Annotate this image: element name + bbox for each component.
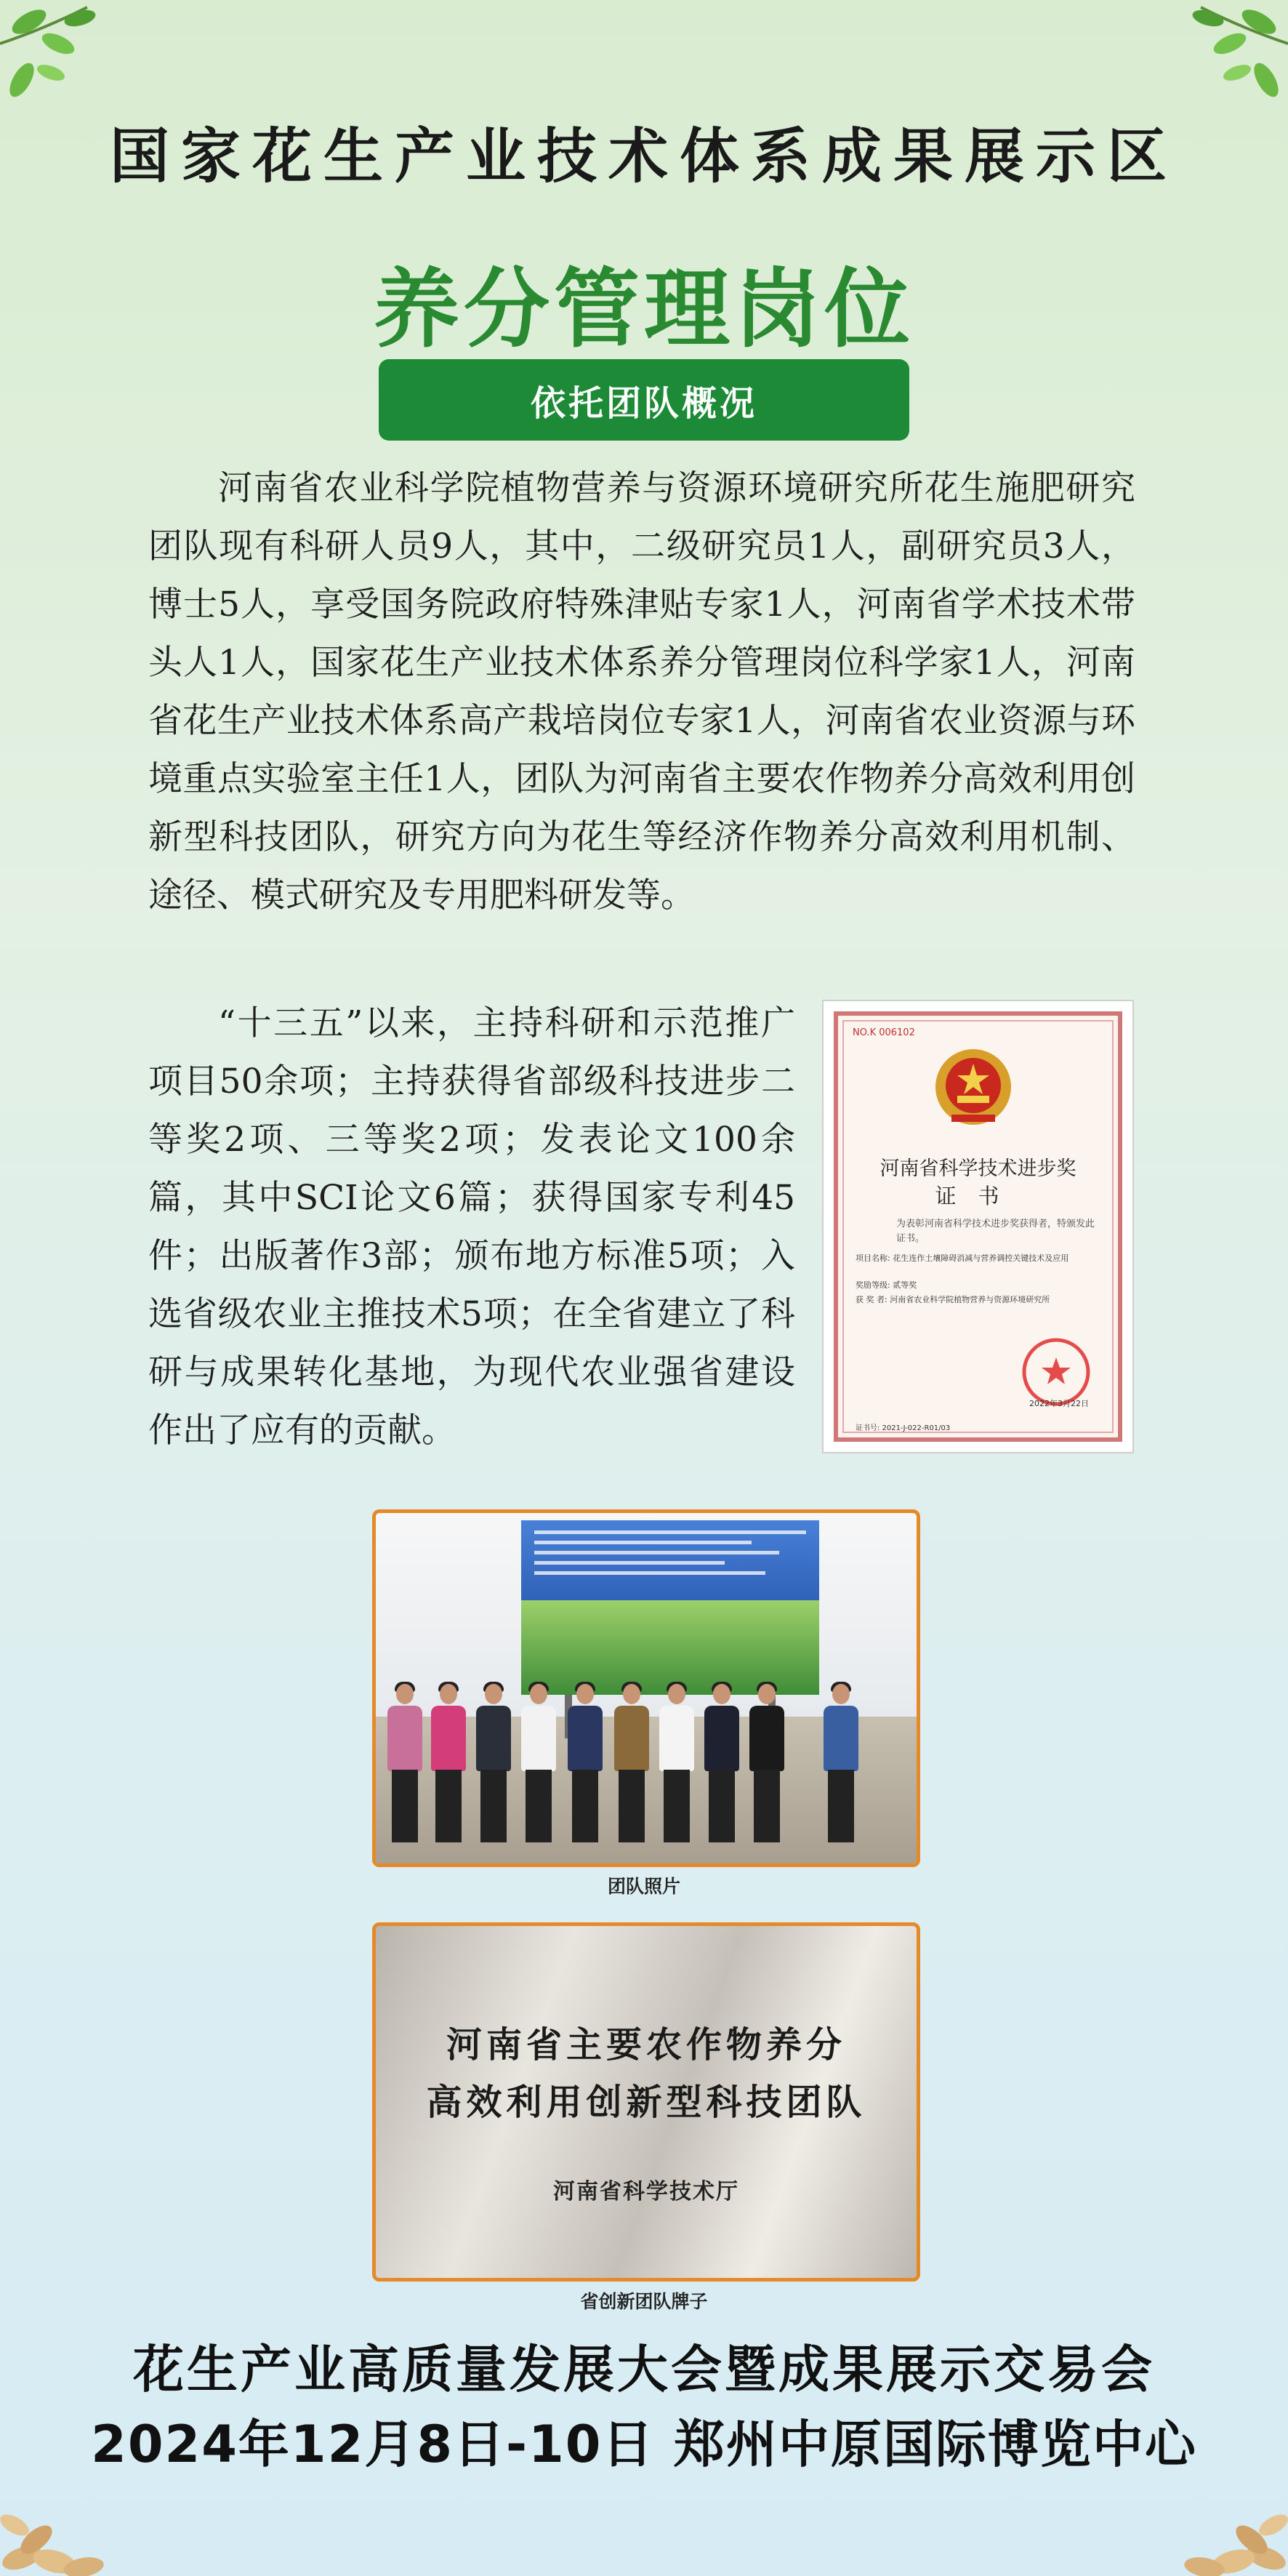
certificate-title: 河南省科学技术进步奖: [880, 1157, 1076, 1180]
certificate-description: 为表彰河南省科学技术进步奖获得者，特颁发此证书。: [896, 1219, 1095, 1244]
section-badge: 依托团队概况: [379, 359, 909, 441]
page-title: 国家花生产业技术体系成果展示区: [109, 122, 1178, 191]
award-certificate: [824, 1001, 1132, 1452]
leaf-decoration-left-icon: [0, 0, 124, 124]
peanuts-right-icon: [1143, 2489, 1288, 2576]
plaque-issuer: 河南省科学技术厅: [553, 2179, 739, 2204]
achievements-paragraph: “十三五”以来，主持科研和示范推广项目50余项；主持获得省部级科技进步二等奖2项、三等奖2项；发表论文100余篇，其中SCI论文6篇；获得国家专利45件；出版著作3部；颁布地方标准5项；入选省级农业主推技术5项；在全省建立了科研与成果转化基地，为现代农业强省建设作出了应有的贡献。: [148, 1003, 795, 1450]
certificate-grade-row: [856, 1279, 1103, 1291]
certificate-winner-row: [856, 1293, 1103, 1306]
team-photo-caption: 团队照片: [607, 1876, 680, 1897]
team-photo: [372, 1509, 920, 1867]
winner-label: 获 奖 者:: [856, 1295, 887, 1304]
event-name: 花生产业高质量发展大会暨成果展示交易会: [133, 2340, 1155, 2399]
leaf-decoration-right-icon: [1164, 0, 1288, 124]
certificate-date: 2022年3月22日: [1029, 1399, 1089, 1408]
national-emblem-icon: [930, 1043, 1017, 1131]
field-billboard: [521, 1520, 819, 1695]
plaque-line-1: 河南省主要农作物养分: [446, 2024, 846, 2066]
plaque-photo: [372, 1922, 920, 2282]
certificate-project-row: [856, 1252, 1103, 1264]
project-label: 项目名称:: [856, 1253, 890, 1263]
team-overview-paragraph: 河南省农业科学院植物营养与资源环境研究所花生施肥研究团队现有科研人员9人，其中，二级研究员1人，副研究员3人，博士5人，享受国务院政府特殊津贴专家1人，河南省学术技术带头人1人，国家花生产业技术体系养分管理岗位科学家1人，河南省花生产业技术体系高产栽培岗位专家1人，河南省农业资源与环境重点实验室主任1人，团队为河南省主要农作物养分高效利用创新型科技团队，研究方向为花生等经济作物养分高效利用机制、途径、模式研究及专用肥料研发等。: [148, 468, 1135, 915]
plaque-line-2: 高效利用创新型科技团队: [426, 2082, 866, 2123]
winner-value: 河南省农业科学院植物营养与资源环境研究所: [890, 1295, 1050, 1304]
certificate-number: NO.K 006102: [853, 1027, 915, 1038]
grade-value: 贰等奖: [893, 1280, 917, 1290]
certificate-subtitle: 证书: [935, 1184, 1021, 1208]
certificate-serial: 证书号: 2021-J-022-R01/03: [856, 1424, 951, 1432]
post-title: 养分管理岗位: [373, 259, 914, 359]
project-value: 花生连作土壤障碍消减与营养调控关键技术及应用: [893, 1253, 1069, 1263]
plaque-photo-caption: 省创新团队牌子: [580, 2291, 708, 2312]
event-date-location: 2024年12月8日-10日 郑州中原国际博览中心: [91, 2415, 1197, 2474]
grade-label: 奖励等级:: [856, 1280, 890, 1290]
peanuts-left-icon: [0, 2489, 145, 2576]
